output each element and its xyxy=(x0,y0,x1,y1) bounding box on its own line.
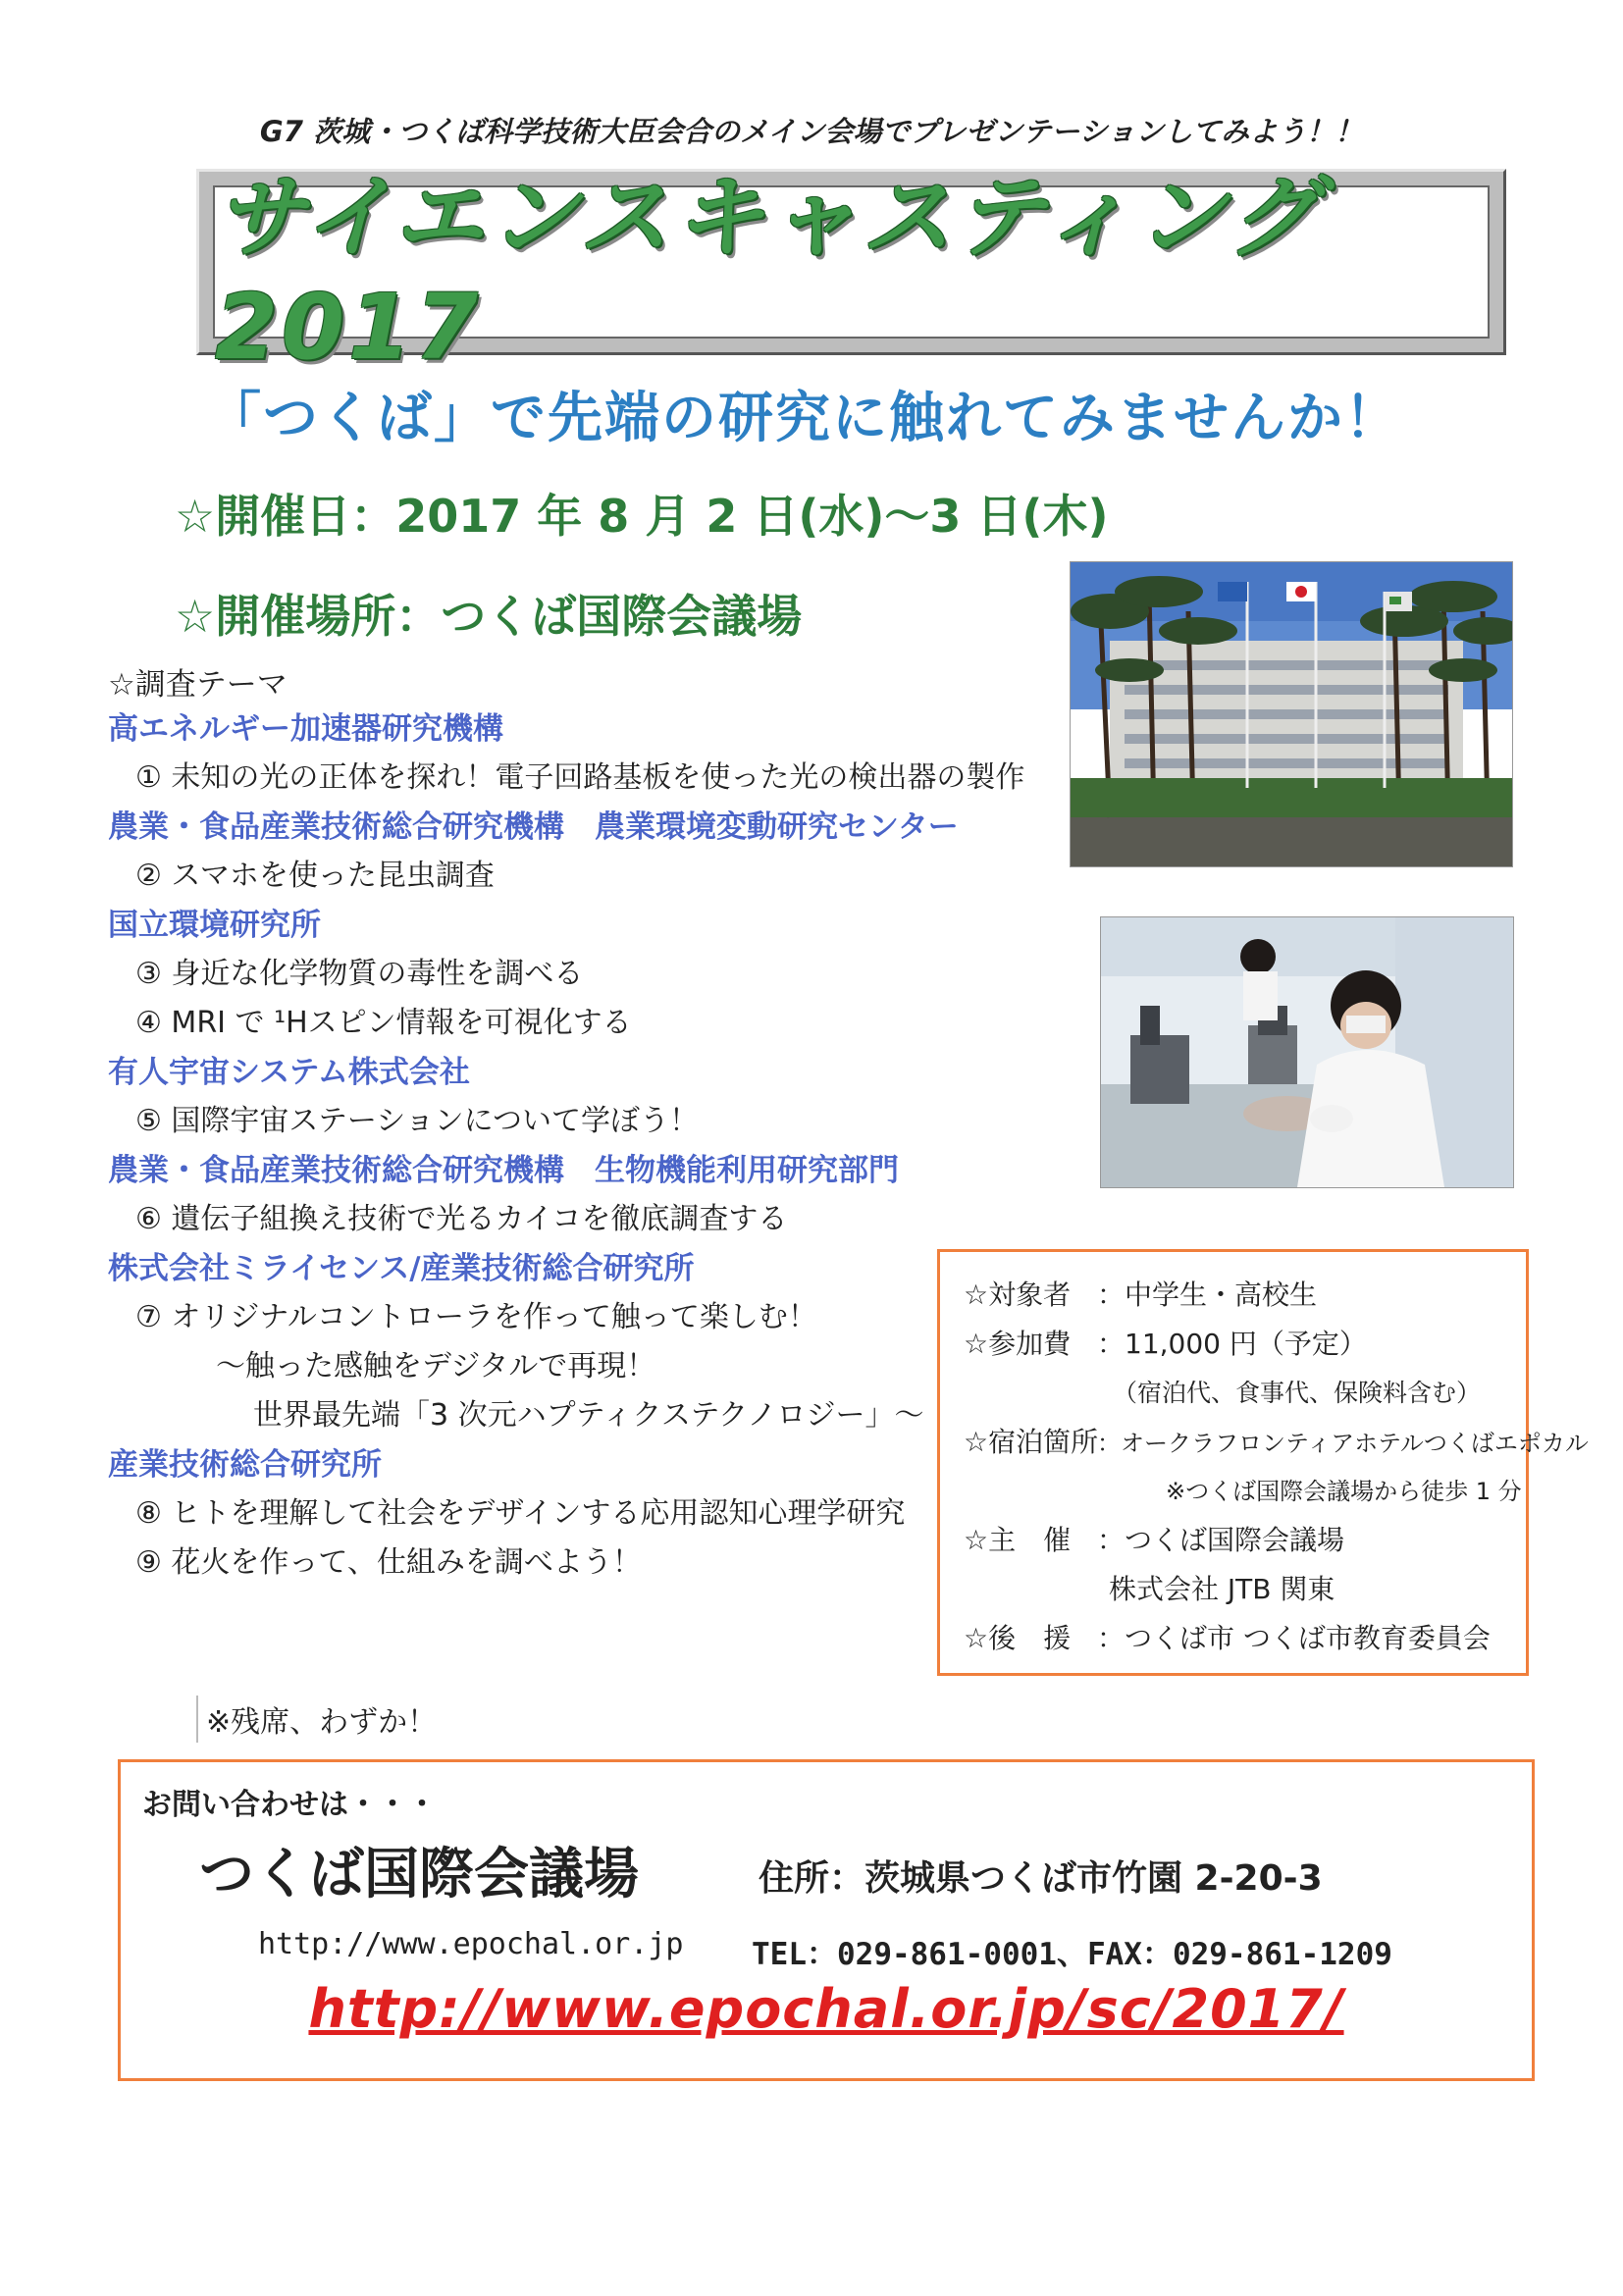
headline: 「つくば」で先端の研究に触れてみませんか！ xyxy=(206,387,1401,450)
theme-item-subline: 世界最先端「3 次元ハプティクステクノロジー」～ xyxy=(253,1398,924,1433)
venue-building-image xyxy=(1071,562,1512,866)
contact-box xyxy=(118,1759,1535,2081)
theme-item: ④ MRI で ¹Hスピン情報を可視化する xyxy=(135,1006,632,1040)
info-value: ：11,000 円（予定） xyxy=(1097,1328,1367,1360)
contact-tel-fax: TEL：029-861-0001、FAX：029-861-1209 xyxy=(752,1937,1392,1972)
info-key: ☆後 援 xyxy=(964,1622,1072,1654)
event-info-box xyxy=(937,1249,1589,1676)
theme-item: ① 未知の光の正体を探れ！電子回路基板を使った光の検出器の製作 xyxy=(135,760,1025,795)
org-miraisens-aist: 株式会社ミライセンス/産業技術総合研究所 xyxy=(108,1251,695,1286)
event-date: ☆開催日：2017 年 8 月 2 日(水)～3 日(木) xyxy=(175,490,1109,543)
theme-item: ⑨ 花火を作って、仕組みを調べよう！ xyxy=(135,1545,642,1580)
info-lodging xyxy=(964,1421,1589,1460)
info-lodging-note: ※つくば国際会議場から徒歩 1 分 xyxy=(1166,1478,1522,1505)
title-banner-inner xyxy=(213,164,1490,380)
themes-list xyxy=(108,704,1050,1588)
theme-item: ② スマホを使った昆虫調査 xyxy=(135,859,495,893)
info-value: ：つくば国際会議場 xyxy=(1097,1524,1345,1556)
info-fee-note: （宿泊代、食事代、保険料含む） xyxy=(1113,1379,1482,1407)
info-host xyxy=(964,1519,1344,1558)
info-target xyxy=(964,1274,1317,1313)
info-fee xyxy=(964,1323,1367,1362)
contact-address: 住所：茨城県つくば市竹園 2-20-3 xyxy=(759,1858,1323,1899)
org-aist: 産業技術総合研究所 xyxy=(108,1447,382,1483)
theme-item: ⑧ ヒトを理解して社会をデザインする応用認知心理学研究 xyxy=(135,1496,906,1531)
contact-website-link[interactable]: http://www.epochal.or.jp xyxy=(258,1927,684,1961)
info-support xyxy=(964,1617,1491,1656)
lab-microscope-photo xyxy=(1100,916,1514,1188)
theme-item: ⑤ 国際宇宙ステーションについて学ぼう！ xyxy=(135,1104,700,1138)
theme-item: ⑦ オリジナルコントローラを作って触って楽しむ！ xyxy=(135,1300,817,1334)
info-value: ：つくば市 つくば市教育委員会 xyxy=(1097,1622,1491,1654)
theme-item: ③ 身近な化学物質の毒性を調べる xyxy=(135,957,584,991)
theme-item-subline: ～触った感触をデジタルで再現！ xyxy=(216,1349,656,1383)
info-host-2: 株式会社 JTB 関東 xyxy=(1109,1573,1335,1605)
org-naro-niaes: 農業・食品産業技術総合研究機構 農業環境変動研究センター xyxy=(108,809,959,845)
org-naro-nias: 農業・食品産業技術総合研究機構 生物機能利用研究部門 xyxy=(108,1153,899,1188)
org-kek: 高エネルギー加速器研究機構 xyxy=(108,711,503,747)
page-title: サイエンスキャスティング 2017 xyxy=(215,164,1323,380)
venue-building-photo xyxy=(1070,561,1513,867)
info-key: ☆宿泊箇所 xyxy=(964,1426,1099,1458)
org-nies: 国立環境研究所 xyxy=(108,908,321,943)
info-key: ☆参加費 xyxy=(964,1328,1072,1360)
info-key: ☆対象者 xyxy=(964,1278,1072,1311)
tagline: G7 茨城・つくば科学技術大臣会合のメイン会場でプレゼンテーションしてみよう！！ xyxy=(259,115,1364,148)
lab-microscope-image xyxy=(1101,917,1513,1187)
info-value: ：オークラフロンティアホテルつくばエポカル xyxy=(1097,1430,1589,1457)
info-value: ：中学生・高校生 xyxy=(1097,1278,1318,1311)
event-url-link[interactable]: http://www.epochal.or.jp/sc/2017/ xyxy=(308,1978,1344,2040)
contact-label: お問い合わせは・・・ xyxy=(142,1788,437,1822)
remaining-seats-note: ※残席、わずか！ xyxy=(196,1696,445,1743)
themes-heading: ☆調査テーマ xyxy=(108,667,288,703)
title-banner xyxy=(196,164,1506,380)
org-jamss: 有人宇宙システム株式会社 xyxy=(108,1055,470,1090)
info-key: ☆主 催 xyxy=(964,1524,1072,1556)
contact-name: つくば国際会議場 xyxy=(199,1843,639,1906)
theme-item: ⑥ 遺伝子組換え技術で光るカイコを徹底調査する xyxy=(135,1202,788,1236)
event-venue: ☆開催場所：つくば国際会議場 xyxy=(175,590,803,643)
